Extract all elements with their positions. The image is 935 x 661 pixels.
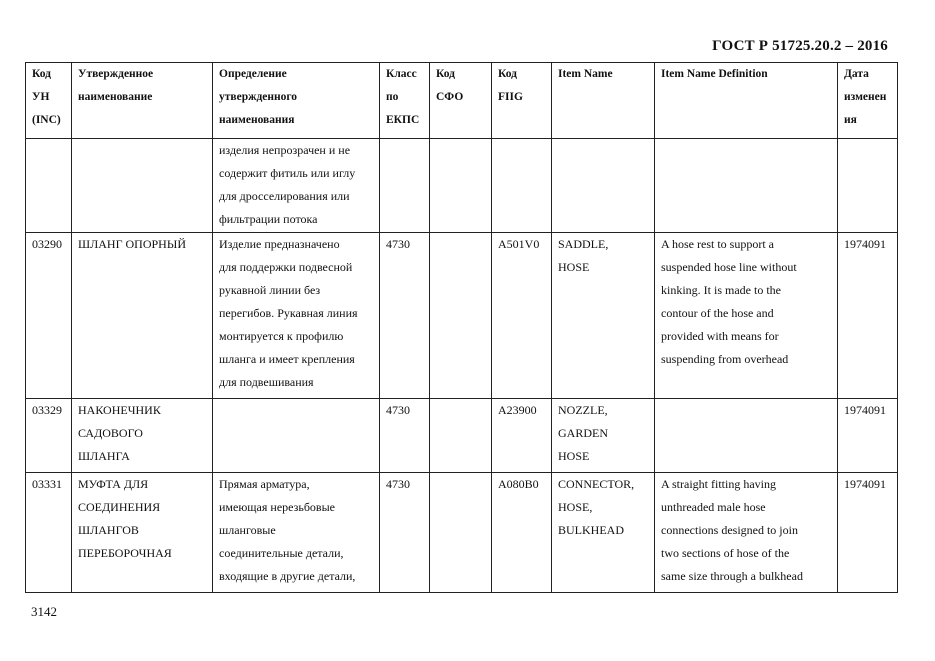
- cell-name: ШЛАНГ ОПОРНЫЙ: [72, 233, 213, 399]
- cell-class: 4730: [380, 233, 430, 399]
- cell-item-name: CONNECTOR, HOSE, BULKHEAD: [552, 473, 655, 593]
- cell-name: [72, 139, 213, 233]
- cell-date: [838, 139, 898, 233]
- cell-sfo: [430, 233, 492, 399]
- cell-definition: Прямая арматура, имеющая нерезьбовые шланговые соединительные детали, входящие в другие детали,: [213, 473, 380, 593]
- cell-sfo: [430, 399, 492, 473]
- cell-code: 03290: [26, 233, 72, 399]
- table-row: [26, 139, 898, 233]
- column-header-item-name: Item Name: [552, 63, 655, 139]
- cell-class: [380, 139, 430, 233]
- column-header-class: Класс по ЕКПС: [380, 63, 430, 139]
- cell-item-definition: [655, 139, 838, 233]
- column-header-fiig: Код FIIG: [492, 63, 552, 139]
- cell-definition: [213, 399, 380, 473]
- cell-item-definition: [655, 399, 838, 473]
- cell-definition: изделия непрозрачен и не содержит фитиль или иглу для дросселирования или фильтрации потока: [213, 139, 380, 233]
- cell-code: 03329: [26, 399, 72, 473]
- cell-item-definition: A hose rest to support a suspended hose line without kinking. It is made to the contour of the hose and provided with means for suspending from overhead: [655, 233, 838, 399]
- cell-item-definition: A straight fitting having unthreaded male hose connections designed to join two sections of hose of the same size through a bulkhead: [655, 473, 838, 593]
- cell-name: НАКОНЕЧНИК САДОВОГО ШЛАНГА: [72, 399, 213, 473]
- cell-code: [26, 139, 72, 233]
- cell-fiig: A080B0: [492, 473, 552, 593]
- column-header-definition: Определение утвержденного наименования: [213, 63, 380, 139]
- specification-table: [25, 62, 898, 593]
- cell-class: 4730: [380, 399, 430, 473]
- column-header-date: Дата изменен ия: [838, 63, 898, 139]
- column-header-sfo: Код СФО: [430, 63, 492, 139]
- document-title: ГОСТ Р 51725.20.2 – 2016: [712, 38, 888, 54]
- cell-item-name: SADDLE, HOSE: [552, 233, 655, 399]
- cell-class: 4730: [380, 473, 430, 593]
- cell-item-name: [552, 139, 655, 233]
- cell-fiig: A501V0: [492, 233, 552, 399]
- table-header-row: [26, 63, 898, 139]
- cell-sfo: [430, 473, 492, 593]
- cell-date: 1974091: [838, 399, 898, 473]
- table-row: [26, 233, 898, 399]
- page-number: 3142: [31, 604, 57, 619]
- cell-fiig: [492, 139, 552, 233]
- cell-definition: Изделие предназначено для поддержки подвесной рукавной линии без перегибов. Рукавная линия монтируется к профилю шланга и имеет крепления для подвешивания: [213, 233, 380, 399]
- cell-fiig: A23900: [492, 399, 552, 473]
- cell-sfo: [430, 139, 492, 233]
- cell-date: 1974091: [838, 473, 898, 593]
- column-header-item-definition: Item Name Definition: [655, 63, 838, 139]
- column-header-code: Код УН (INC): [26, 63, 72, 139]
- column-header-name: Утвержденное наименование: [72, 63, 213, 139]
- cell-name: МУФТА ДЛЯ СОЕДИНЕНИЯ ШЛАНГОВ ПЕРЕБОРОЧНАЯ: [72, 473, 213, 593]
- table-row: [26, 473, 898, 593]
- cell-code: 03331: [26, 473, 72, 593]
- table-row: [26, 399, 898, 473]
- cell-item-name: NOZZLE, GARDEN HOSE: [552, 399, 655, 473]
- cell-date: 1974091: [838, 233, 898, 399]
